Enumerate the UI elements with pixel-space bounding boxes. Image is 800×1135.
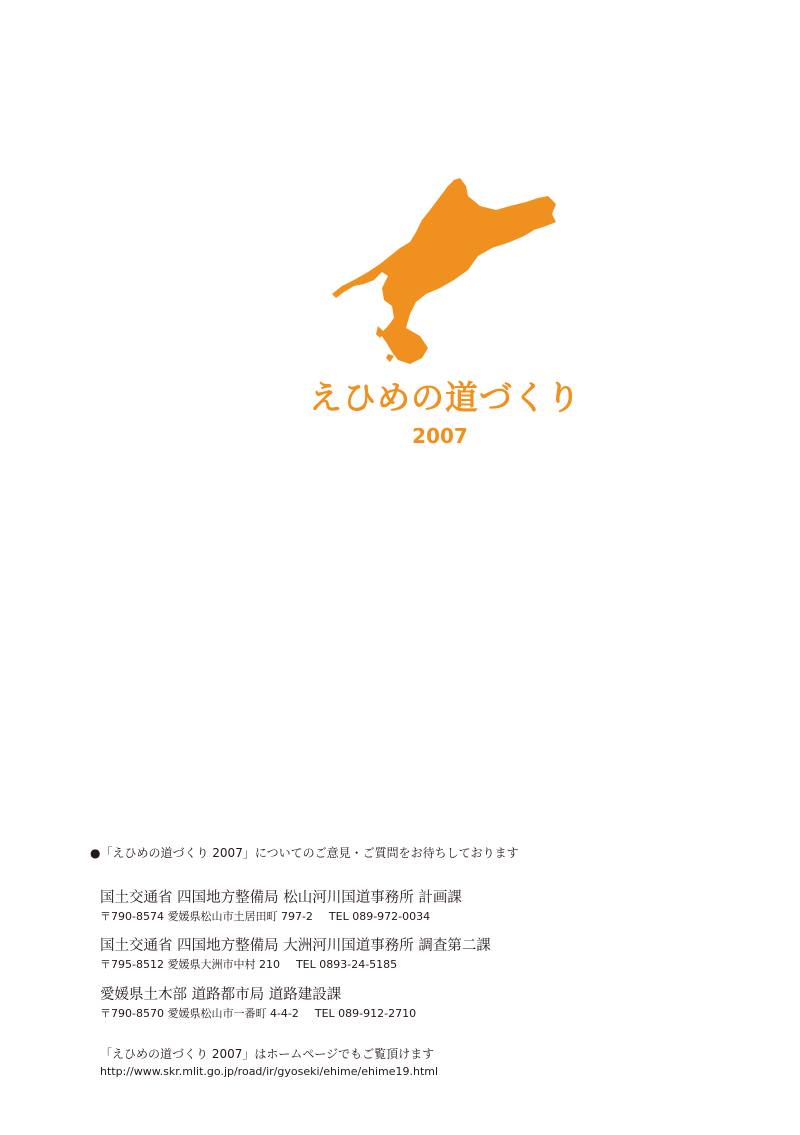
office-name: 国土交通省 四国地方整備局 松山河川国道事務所 計画課: [100, 890, 462, 906]
office-tel: TEL 0893-24-5185: [295, 958, 398, 971]
office-name: 愛媛県土木部 道路都市局 道路建設課: [100, 987, 342, 1003]
office-address: 〒795-8512 愛媛県大洲市中村 210: [100, 958, 280, 971]
office-address: 〒790-8570 愛媛県松山市一番町 4-4-2: [100, 1007, 299, 1020]
office-tel: TEL 089-972-0034: [328, 910, 431, 923]
homepage-notice: [100, 1046, 438, 1079]
contact-block-ozu: [100, 937, 491, 972]
office-address-line: [100, 958, 491, 972]
homepage-url-link[interactable]: http://www.skr.mlit.go.jp/road/ir/gyoseki/ehime/ehime19.html: [100, 1065, 439, 1078]
cover-year: 2007: [412, 424, 468, 448]
office-tel: TEL 089-912-2710: [314, 1007, 417, 1020]
office-address: 〒790-8574 愛媛県松山市土居田町 797-2: [100, 910, 313, 923]
office-name: 国土交通省 四国地方整備局 大洲河川国道事務所 調査第二課: [100, 938, 491, 954]
cover-title: えひめの道づくり: [309, 378, 581, 417]
feedback-notice: ●「えひめの道づくり 2007」についてのご意見・ご質問をお待ちしております: [90, 846, 519, 860]
office-address-line: [100, 910, 462, 924]
contact-block-matsuyama: [100, 889, 462, 924]
homepage-text: 「えひめの道づくり 2007」はホームページでもご覧頂けます: [100, 1047, 435, 1061]
ehime-prefecture-map-icon: [330, 176, 560, 366]
office-address-line: [100, 1007, 416, 1021]
contact-block-ehime-pref: [100, 986, 416, 1021]
